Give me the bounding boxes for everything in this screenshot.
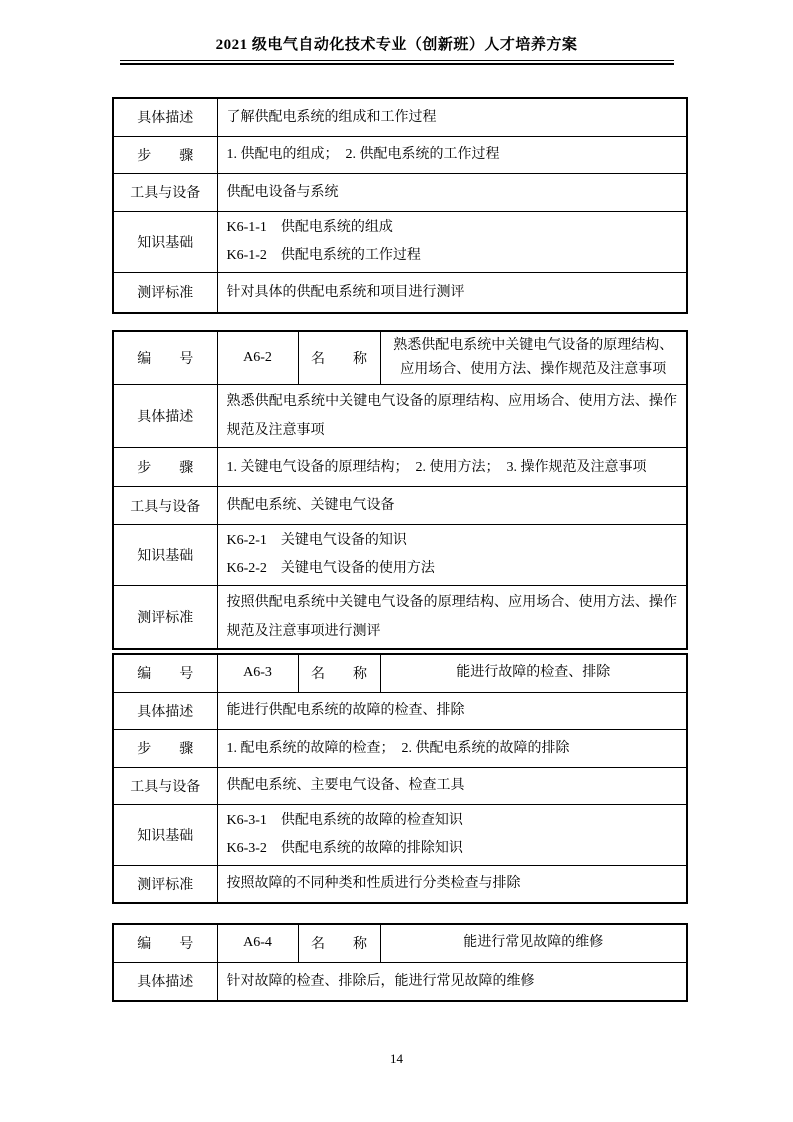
knowledge-line: K6-2-2 关键电气设备的使用方法 bbox=[226, 561, 435, 576]
task-number: A6-3 bbox=[217, 654, 298, 692]
row-label: 步 骤 bbox=[113, 136, 217, 173]
table-row bbox=[113, 385, 687, 448]
knowledge-line: K6-3-1 供配电系统的故障的检查知识 bbox=[226, 812, 463, 828]
row-value: 1. 关键电气设备的原理结构； 2. 使用方法； 3. 操作规范及注意事项 bbox=[217, 448, 687, 487]
row-value: 供配电系统、主要电气设备、检查工具 bbox=[217, 767, 687, 804]
row-label: 工具与设备 bbox=[113, 767, 217, 804]
row-value: 1. 配电系统的故障的检查； 2. 供配电系统的故障的排除 bbox=[217, 729, 687, 767]
row-value: 按照供配电系统中关键电气设备的原理结构、应用场合、使用方法、操作规范及注意事项进行测评 bbox=[217, 586, 687, 650]
row-label: 知识基础 bbox=[113, 211, 217, 272]
row-label: 具体描述 bbox=[113, 962, 217, 1001]
table-row bbox=[113, 211, 687, 272]
table-row bbox=[113, 525, 687, 586]
table-header-row bbox=[113, 331, 687, 385]
task-table-a6-4 bbox=[112, 923, 688, 1002]
knowledge-line: K6-1-1 供配电系统的组成 bbox=[226, 219, 393, 235]
table-row bbox=[113, 804, 687, 865]
task-name: 能进行故障的检查、排除 bbox=[380, 654, 687, 692]
row-value: 按照故障的不同种类和性质进行分类检查与排除 bbox=[217, 865, 687, 903]
knowledge-line: K6-3-2 供配电系统的故障的排除知识 bbox=[226, 840, 463, 856]
row-label: 知识基础 bbox=[113, 804, 217, 865]
page-number: 14 bbox=[390, 1051, 403, 1066]
row-label: 工具与设备 bbox=[113, 487, 217, 525]
task-table-a6-3 bbox=[112, 653, 688, 904]
table-row bbox=[113, 448, 687, 487]
row-label: 具体描述 bbox=[113, 385, 217, 448]
table-row bbox=[113, 729, 687, 767]
table-row bbox=[113, 692, 687, 729]
task-table-k6-1 bbox=[112, 97, 688, 314]
row-value: 供配电系统、关键电气设备 bbox=[217, 487, 687, 525]
field-name-label: 名 称 bbox=[298, 924, 380, 962]
task-number: A6-4 bbox=[217, 924, 298, 962]
row-label: 步 骤 bbox=[113, 729, 217, 767]
row-label: 测评标准 bbox=[113, 586, 217, 650]
row-label: 知识基础 bbox=[113, 525, 217, 586]
task-table-a6-2 bbox=[112, 330, 688, 650]
knowledge-line: K6-1-2 供配电系统的工作过程 bbox=[226, 247, 421, 263]
table-row bbox=[113, 272, 687, 313]
table-row bbox=[113, 962, 687, 1001]
task-name: 熟悉供配电系统中关键电气设备的原理结构、应用场合、使用方法、操作规范及注意事项 bbox=[380, 331, 687, 385]
field-name-label: 名 称 bbox=[298, 331, 380, 385]
row-label: 测评标准 bbox=[113, 865, 217, 903]
row-value: 1. 供配电的组成； 2. 供配电系统的工作过程 bbox=[217, 136, 687, 173]
field-name-label: 名 称 bbox=[298, 654, 380, 692]
table-row bbox=[113, 865, 687, 903]
task-number: A6-2 bbox=[217, 331, 298, 385]
table-row bbox=[113, 586, 687, 650]
table-header-row bbox=[113, 654, 687, 692]
row-value: 熟悉供配电系统中关键电气设备的原理结构、应用场合、使用方法、操作规范及注意事项 bbox=[217, 385, 687, 448]
field-number-label: 编 号 bbox=[113, 331, 217, 385]
field-number-label: 编 号 bbox=[113, 924, 217, 962]
task-name: 能进行常见故障的维修 bbox=[380, 924, 687, 962]
row-value: 供配电设备与系统 bbox=[217, 173, 687, 211]
field-number-label: 编 号 bbox=[113, 654, 217, 692]
row-label: 具体描述 bbox=[113, 692, 217, 729]
row-value: 了解供配电系统的组成和工作过程 bbox=[217, 98, 687, 136]
table-header-row bbox=[113, 924, 687, 962]
knowledge-line: K6-2-1 关键电气设备的知识 bbox=[226, 533, 407, 548]
table-row bbox=[113, 487, 687, 525]
row-value bbox=[217, 525, 687, 586]
table-row bbox=[113, 136, 687, 173]
row-label: 步 骤 bbox=[113, 448, 217, 487]
row-value: 针对故障的检查、排除后，能进行常见故障的维修 bbox=[217, 962, 687, 1001]
table-row bbox=[113, 98, 687, 136]
row-label: 工具与设备 bbox=[113, 173, 217, 211]
table-row bbox=[113, 173, 687, 211]
row-value bbox=[217, 804, 687, 865]
row-value: 针对具体的供配电系统和项目进行测评 bbox=[217, 272, 687, 313]
row-value bbox=[217, 211, 687, 272]
row-label: 测评标准 bbox=[113, 272, 217, 313]
row-value: 能进行供配电系统的故障的检查、排除 bbox=[217, 692, 687, 729]
document-header-title: 2021 级电气自动化技术专业（创新班）人才培养方案 bbox=[215, 37, 578, 53]
header-divider bbox=[120, 60, 674, 65]
row-label: 具体描述 bbox=[113, 98, 217, 136]
table-row bbox=[113, 767, 687, 804]
